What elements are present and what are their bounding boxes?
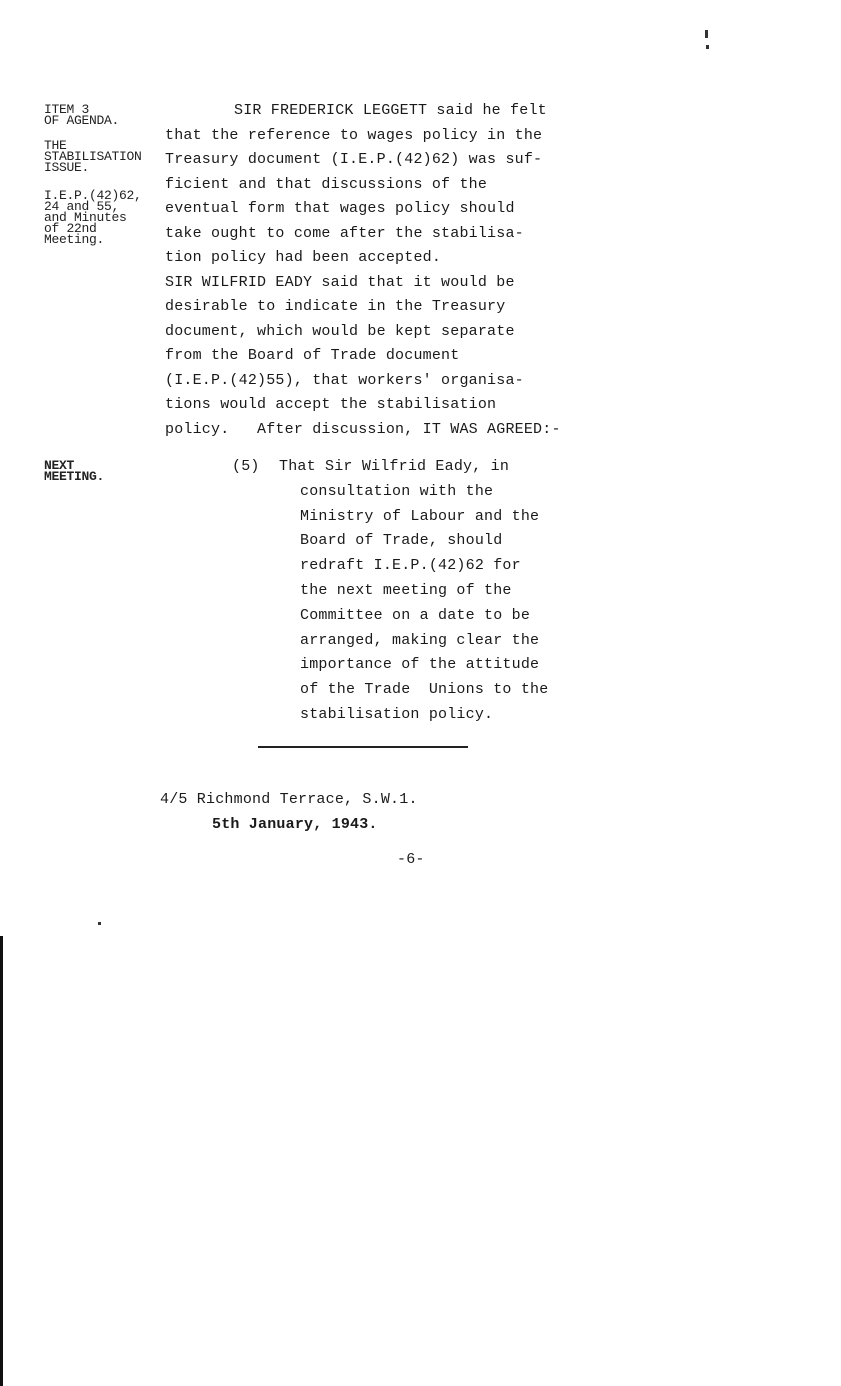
body-line: eventual form that wages policy should — [165, 200, 515, 217]
margin-ref-line: 24 and 55, — [44, 199, 120, 214]
address-line: 4/5 Richmond Terrace, S.W.1. — [160, 791, 418, 808]
margin-ref-line: I.E.P.(42)62, — [44, 188, 142, 203]
body-line: from the Board of Trade document — [165, 347, 460, 364]
margin-references — [44, 190, 142, 245]
margin-ref-line: and Minutes — [44, 210, 127, 225]
body-line: take ought to come after the stabilisa- — [165, 225, 524, 242]
closing-rule — [258, 746, 468, 748]
body-line: ficient and that discussions of the — [165, 176, 488, 193]
margin-item-label — [44, 104, 119, 126]
resolution-number: (5) — [232, 458, 260, 475]
body-line: Treasury document (I.E.P.(42)62) was suf- — [165, 151, 543, 168]
resolution-line: That Sir Wilfrid Eady, in — [279, 458, 510, 475]
margin-subject-line: STABILISATION — [44, 149, 142, 164]
margin-next-line: MEETING. — [44, 469, 105, 484]
body-line: document, which would be kept separate — [165, 323, 515, 340]
resolution-line: Committee on a date to be — [300, 607, 531, 624]
resolution-line: the next meeting of the — [300, 582, 512, 599]
scan-mark — [705, 30, 708, 38]
body-line: tion policy had been accepted. — [165, 249, 442, 266]
resolution-line: of the Trade Unions to the — [300, 681, 549, 698]
body-line: SIR WILFRID EADY said that it would be — [165, 274, 515, 291]
margin-ref-line: Meeting. — [44, 232, 105, 247]
margin-next-line: NEXT — [44, 458, 75, 473]
margin-item-line: OF AGENDA. — [44, 113, 120, 128]
body-line: policy. After discussion, IT WAS AGREED:- — [165, 421, 561, 438]
margin-subject-line: ISSUE. — [44, 160, 90, 175]
resolution-line: stabilisation policy. — [300, 706, 494, 723]
date-line: 5th January, 1943. — [212, 816, 378, 833]
body-line: desirable to indicate in the Treasury — [165, 298, 506, 315]
body-line: (I.E.P.(42)55), that workers' organisa- — [165, 372, 524, 389]
resolution-line: Ministry of Labour and the — [300, 508, 540, 525]
page-number: -6- — [397, 851, 425, 868]
resolution-line: arranged, making clear the — [300, 632, 540, 649]
resolution-line: importance of the attitude — [300, 656, 540, 673]
resolution-line: consultation with the — [300, 483, 494, 500]
resolution-line: redraft I.E.P.(42)62 for — [300, 557, 521, 574]
resolution-line: Board of Trade, should — [300, 532, 503, 549]
margin-ref-line: of 22nd — [44, 221, 97, 236]
margin-subject-line: THE — [44, 138, 67, 153]
scan-mark — [706, 45, 709, 49]
margin-subject-label — [44, 140, 142, 173]
scan-mark — [98, 922, 101, 925]
margin-next-meeting — [44, 460, 104, 482]
body-line: tions would accept the stabilisation — [165, 396, 497, 413]
body-line: that the reference to wages policy in the — [165, 127, 543, 144]
margin-item-line: ITEM 3 — [44, 102, 90, 117]
scan-edge-bar — [0, 936, 3, 1386]
body-line: SIR FREDERICK LEGGETT said he felt — [234, 102, 547, 119]
